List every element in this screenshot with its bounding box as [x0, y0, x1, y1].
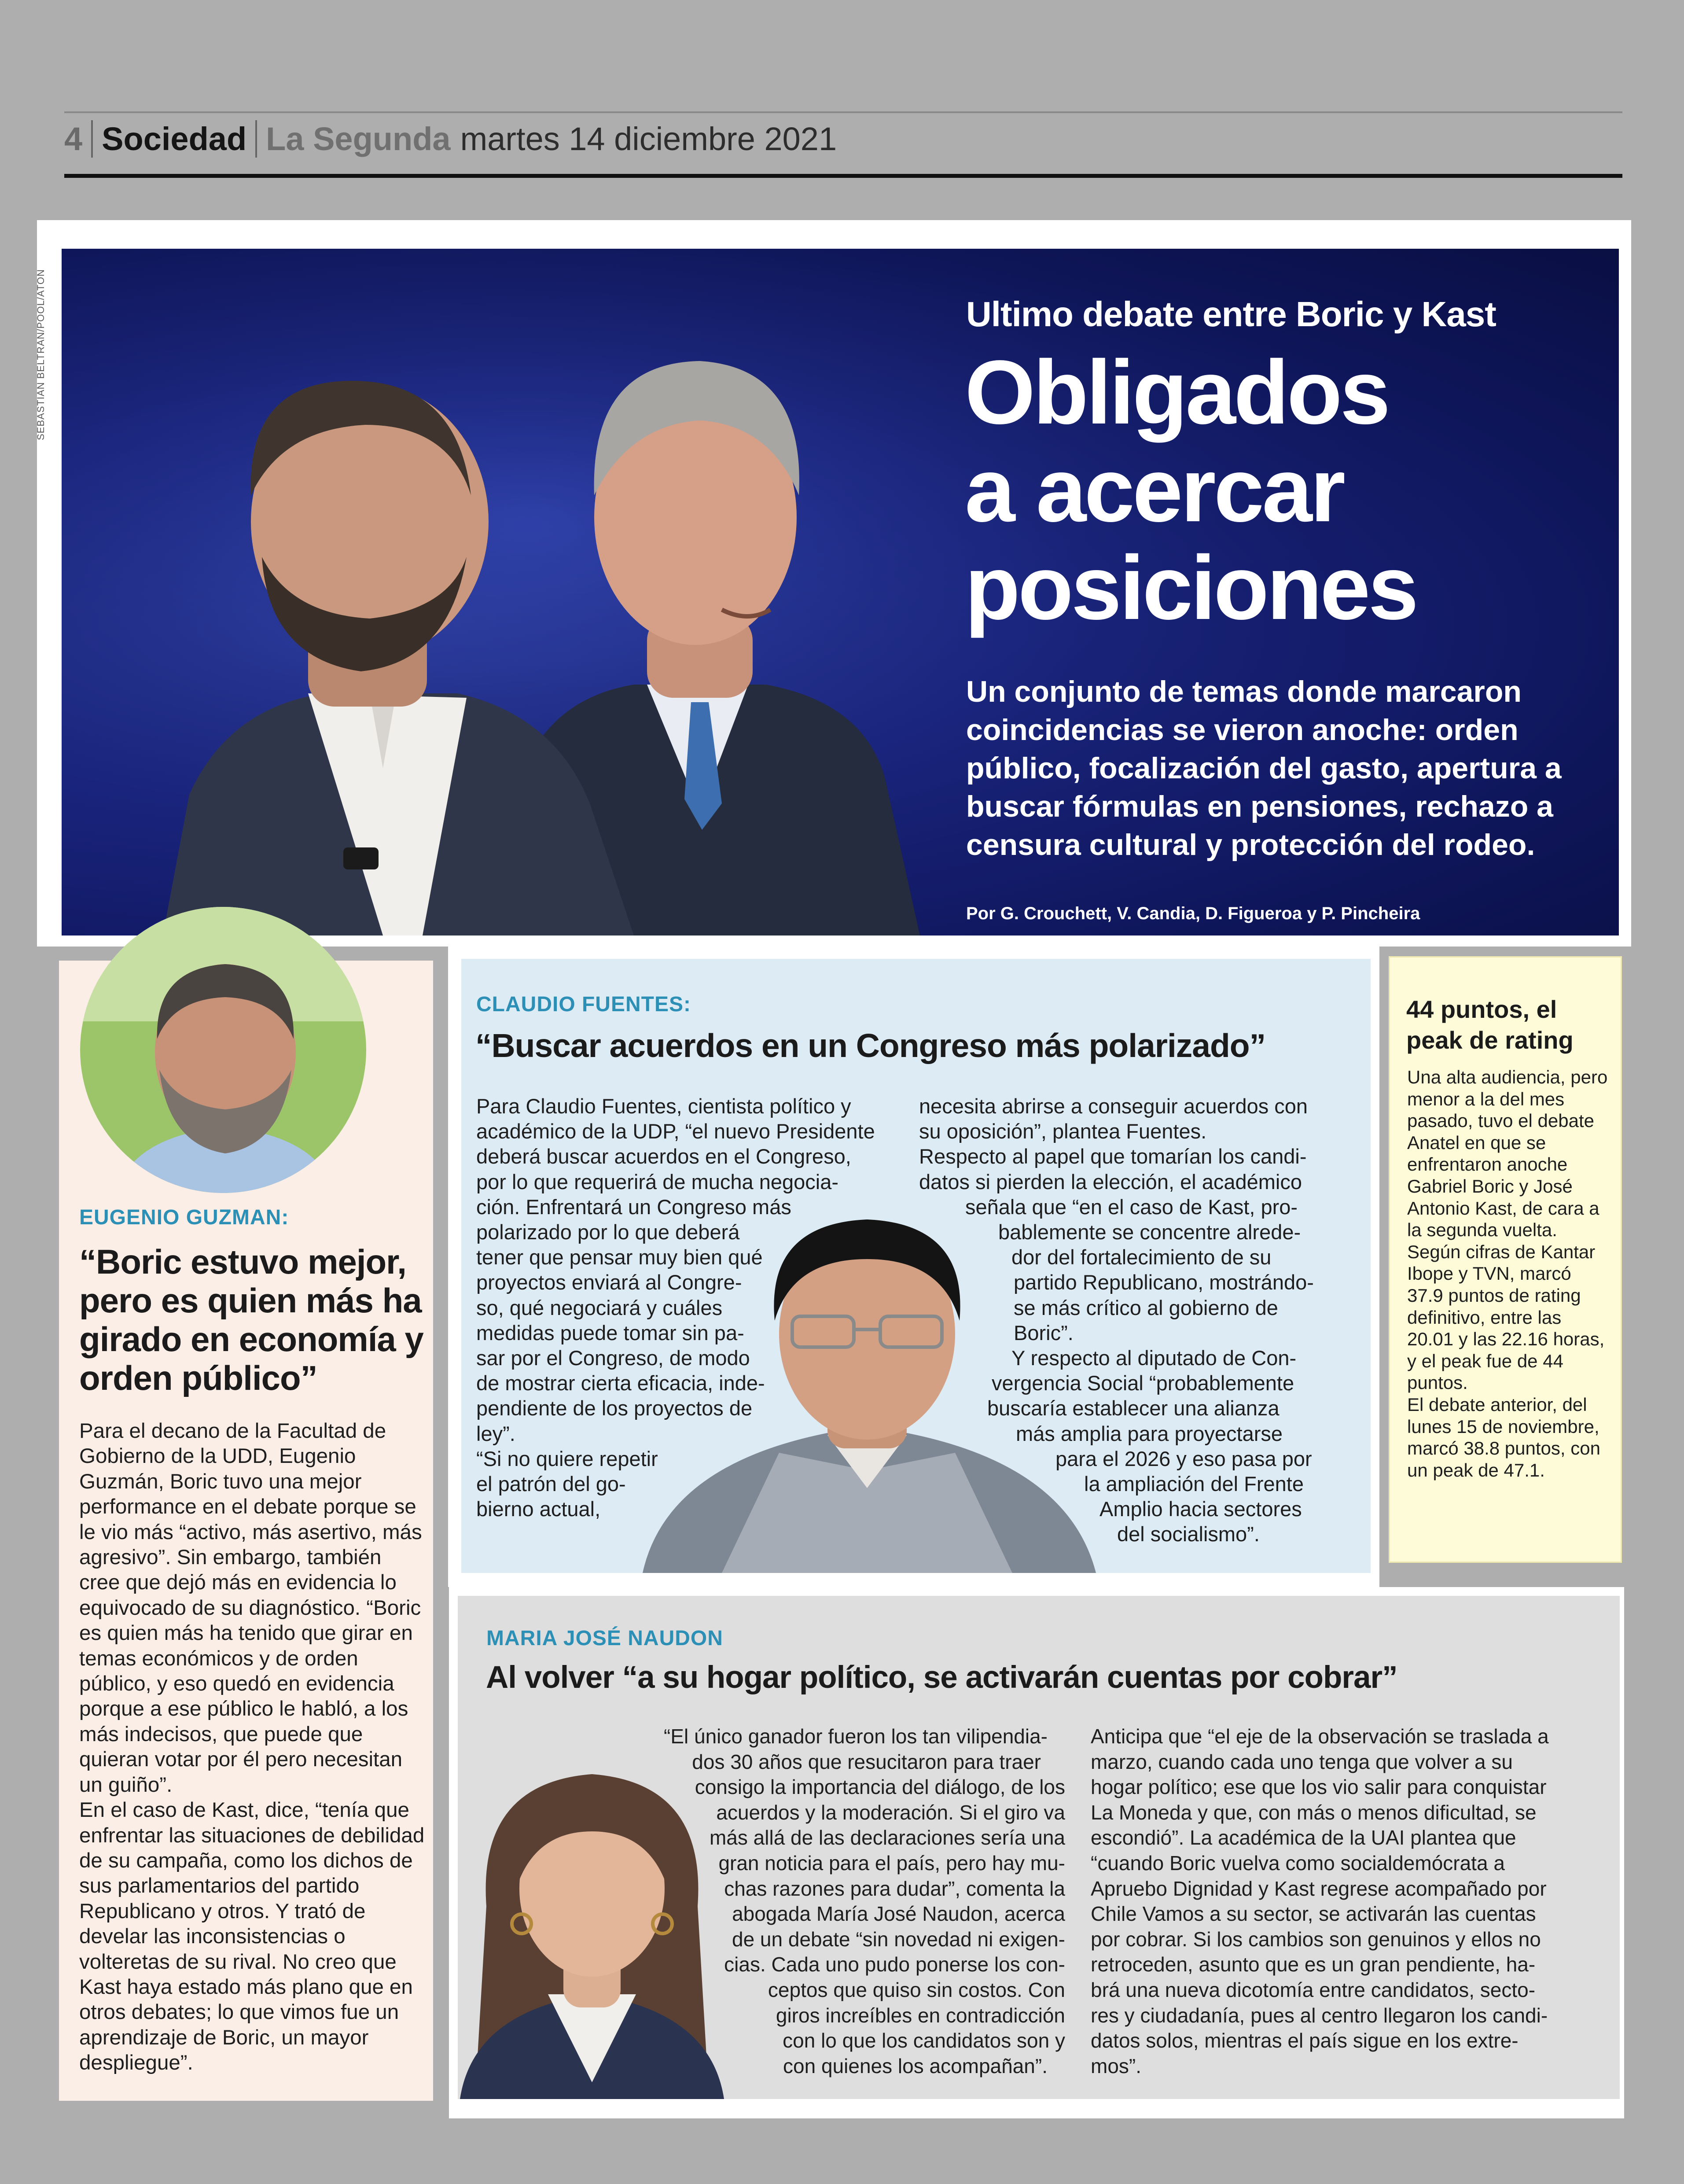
guzman-quote: “Boric estuvo mejor, pero es quien más ha girado en economía y orden público”	[79, 1242, 423, 1397]
text-line: cias. Cada uno pudo ponerse los con-	[724, 1953, 1065, 1976]
text-line: datos si pierden la elección, el académico	[919, 1170, 1302, 1193]
text-line: por lo que requerirá de mucha negocia-	[476, 1170, 839, 1193]
text-line: su oposición”, plantea Fuentes.	[919, 1120, 1207, 1143]
text-line: proyectos enviará al Congre-	[476, 1271, 742, 1294]
text-line: Chile Vamos a su sector, se activarán las cuentas	[1091, 1902, 1536, 1926]
rating-title: 44 puntos, el peak de rating	[1406, 995, 1574, 1054]
text-line: buscaría establecer una alianza	[987, 1396, 1280, 1420]
top-rule	[64, 111, 1622, 113]
text-line: so, qué negociará y cuáles	[476, 1296, 723, 1319]
text-line: dor del fortalecimiento de su	[1011, 1245, 1272, 1269]
text-line: vergencia Social “probablemente	[992, 1371, 1294, 1395]
paragraph: En el caso de Kast, dice, “tenía que enfrentar las situaciones de debilidad de su campaña, como los dichos de sus parlamentarios del partido Republicano y otros. Y trató de develar las inconsistencias o volteretas de su rival. No creo que Kast haya estado más plano que en otros debates; lo que vimos fue un aprendizaje de Boric, un mayor despliegue”.	[79, 1798, 425, 2075]
publication-name: La Segunda	[266, 120, 451, 157]
text-line: hogar político; ese que los vio salir para conquistar	[1091, 1775, 1547, 1799]
issue-date: martes 14 diciembre 2021	[460, 120, 837, 157]
guzman-body	[79, 1418, 427, 2076]
byline: Por G. Crouchett, V. Candia, D. Figueroa y P. Pincheira	[966, 904, 1420, 923]
text-line: de un debate “sin novedad ni exigen-	[732, 1927, 1065, 1951]
fuentes-label: CLAUDIO FUENTES:	[476, 993, 691, 1016]
guzman-label: EUGENIO GUZMAN:	[79, 1206, 289, 1229]
fuentes-title: “Buscar acuerdos en un Congreso más polarizado”	[475, 1027, 1266, 1064]
paragraph: Según cifras de Kantar Ibope y TVN, marcó 37.9 puntos de rating definitivo, entre las 20.01 y las 22.16 horas, y el peak fue de 44 puntos.	[1407, 1241, 1605, 1393]
text-line: Amplio hacia sectores	[1099, 1497, 1302, 1521]
text-line: ción. Enfrentará un Congreso más	[476, 1195, 791, 1219]
text-line: bierno actual,	[476, 1497, 601, 1521]
text-line: brá una nueva dicotomía entre candidatos, secto-	[1091, 1978, 1536, 2001]
paragraph: Una alta audiencia, pero menor a la del mes pasado, tuvo el debate Anatel en que se enfrentaron anoche Gabriel Boric y José Antonio Kast, de cara a la segunda vuelta.	[1407, 1067, 1608, 1241]
text-line: Apruebo Dignidad y Kast regrese acompañado por	[1091, 1877, 1547, 1900]
text-line: Para Claudio Fuentes, cientista político y	[476, 1094, 851, 1118]
text-line: por cobrar. Si los cambios son genuinos y ellos no	[1091, 1927, 1541, 1951]
text-line: se más crítico al gobierno de	[1014, 1296, 1278, 1319]
text-line: de mostrar cierta eficacia, inde-	[476, 1371, 765, 1395]
fuentes-column-1	[476, 1094, 899, 1521]
fuentes-column-2	[919, 1094, 1342, 1547]
text-line: con lo que los candidatos son y	[783, 2029, 1065, 2052]
section-name: Sociedad	[93, 120, 257, 158]
text-line: necesita abrirse a conseguir acuerdos con	[919, 1094, 1308, 1118]
text-line: abogada María José Naudon, acerca	[732, 1902, 1065, 1926]
text-line: ley”.	[476, 1422, 515, 1445]
text-line: “Si no quiere repetir	[476, 1447, 658, 1470]
text-line: consigo la importancia del diálogo, de los	[695, 1775, 1065, 1799]
text-line: sar por el Congreso, de modo	[476, 1346, 750, 1370]
text-line: marzo, cuando cada uno tenga que volver a su	[1091, 1750, 1513, 1773]
text-line: Anticipa que “el eje de la observación se traslada a	[1091, 1725, 1549, 1748]
text-line: la ampliación del Frente	[1084, 1472, 1304, 1496]
text-line: más amplia para proyectarse	[1016, 1422, 1283, 1445]
text-line: res y ciudadanía, pues al centro llegaron los candi-	[1091, 2004, 1548, 2027]
text-line: escondió”. La académica de la UAI plantea que	[1091, 1826, 1516, 1849]
text-line: La Moneda y que, con más o menos dificultad, se	[1091, 1801, 1537, 1824]
text-line: “El único ganador fueron los tan vilipendia-	[664, 1725, 1048, 1748]
naudon-title: Al volver “a su hogar político, se activarán cuentas por cobrar”	[486, 1660, 1397, 1695]
text-line: señala que “en el caso de Kast, pro-	[965, 1195, 1298, 1219]
text-line: tener que pensar muy bien qué	[476, 1245, 763, 1269]
page-number: 4	[64, 120, 93, 158]
rating-body	[1407, 1066, 1610, 1481]
headline-line: posiciones	[965, 537, 1417, 638]
text-line: ceptos que quiso sin costos. Con	[768, 1978, 1065, 2001]
text-line: acuerdos y la moderación. Si el giro va	[716, 1801, 1065, 1824]
photo-credit: SEBASTIAN BELTRAN/POOL/ATON	[35, 269, 46, 440]
text-line: dos 30 años que resucitaron para traer	[692, 1750, 1041, 1773]
headline-line: a acercar	[965, 439, 1343, 541]
guzman-photo	[80, 907, 366, 1193]
headline-line: Obligados	[965, 342, 1389, 443]
header-rule	[64, 174, 1622, 178]
folio	[64, 119, 837, 158]
text-line: Boric”.	[1014, 1321, 1074, 1344]
naudon-column-2	[1091, 1724, 1606, 2079]
text-line: más allá de las declaraciones sería una	[709, 1826, 1065, 1849]
text-line: deberá buscar acuerdos en el Congreso,	[476, 1145, 851, 1168]
text-line: Y respecto al diputado de Con-	[1011, 1346, 1297, 1370]
text-line: partido Republicano, mostrándo-	[1014, 1271, 1314, 1294]
text-line: mos”.	[1091, 2054, 1141, 2077]
text-line: datos solos, mientras el país sigue en los extre-	[1091, 2029, 1519, 2052]
text-line: académico de la UDP, “el nuevo Presidente	[476, 1120, 875, 1143]
text-line: chas razones para dudar”, comenta la	[724, 1877, 1065, 1900]
naudon-label: MARIA JOSÉ NAUDON	[486, 1627, 723, 1650]
paragraph: Para el decano de la Facultad de Gobierno de la UDD, Eugenio Guzmán, Boric tuvo una mejor performance en el debate porque se le vio más “activo, más asertivo, más agresivo”. Sin embargo, también cree que dejó más en evidencia lo equivocado de su diagnóstico. “Boric es quien más ha tenido que girar en temas económicos y de orden público, y eso quedó en evidencia porque a ese público le habló, a los más indecisos, que puede que quieran votar por él pero necesitan un guiño”.	[79, 1419, 422, 1797]
text-line: gran noticia para el país, pero hay mu-	[718, 1851, 1065, 1875]
text-line: polarizado por lo que deberá	[476, 1220, 740, 1244]
guzman-portrait	[80, 907, 366, 1193]
hero-kicker: Ultimo debate entre Boric y Kast	[966, 295, 1496, 334]
naudon-column-1	[607, 1724, 1065, 2079]
text-line: del socialismo”.	[1117, 1522, 1260, 1546]
hero-deck: Un conjunto de temas donde marcaron coincidencias se vieron anoche: orden público, focalización del gasto, apertura a buscar fórmulas en pensiones, rechazo a censura cultural y protección del rodeo.	[966, 675, 1562, 862]
headline	[965, 343, 1603, 637]
text-line: el patrón del go-	[476, 1472, 626, 1496]
text-line: medidas puede tomar sin pa-	[476, 1321, 744, 1344]
text-line: para el 2026 y eso pasa por	[1055, 1447, 1312, 1470]
text-line: retroceden, asunto que es un gran pendiente, ha-	[1091, 1953, 1536, 1976]
paragraph: El debate anterior, del lunes 15 de noviembre, marcó 38.8 puntos, con un peak de 47.1.	[1407, 1394, 1600, 1481]
text-line: pendiente de los proyectos de	[476, 1396, 753, 1420]
text-line: Respecto al papel que tomarían los candi-	[919, 1145, 1307, 1168]
text-line: “cuando Boric vuelva como socialdemócrata a	[1091, 1851, 1505, 1875]
text-line: con quienes los acompañan”.	[783, 2054, 1048, 2077]
text-line: bablemente se concentre alrede-	[998, 1220, 1301, 1244]
text-line: giros increíbles en contradicción	[776, 2004, 1065, 2027]
